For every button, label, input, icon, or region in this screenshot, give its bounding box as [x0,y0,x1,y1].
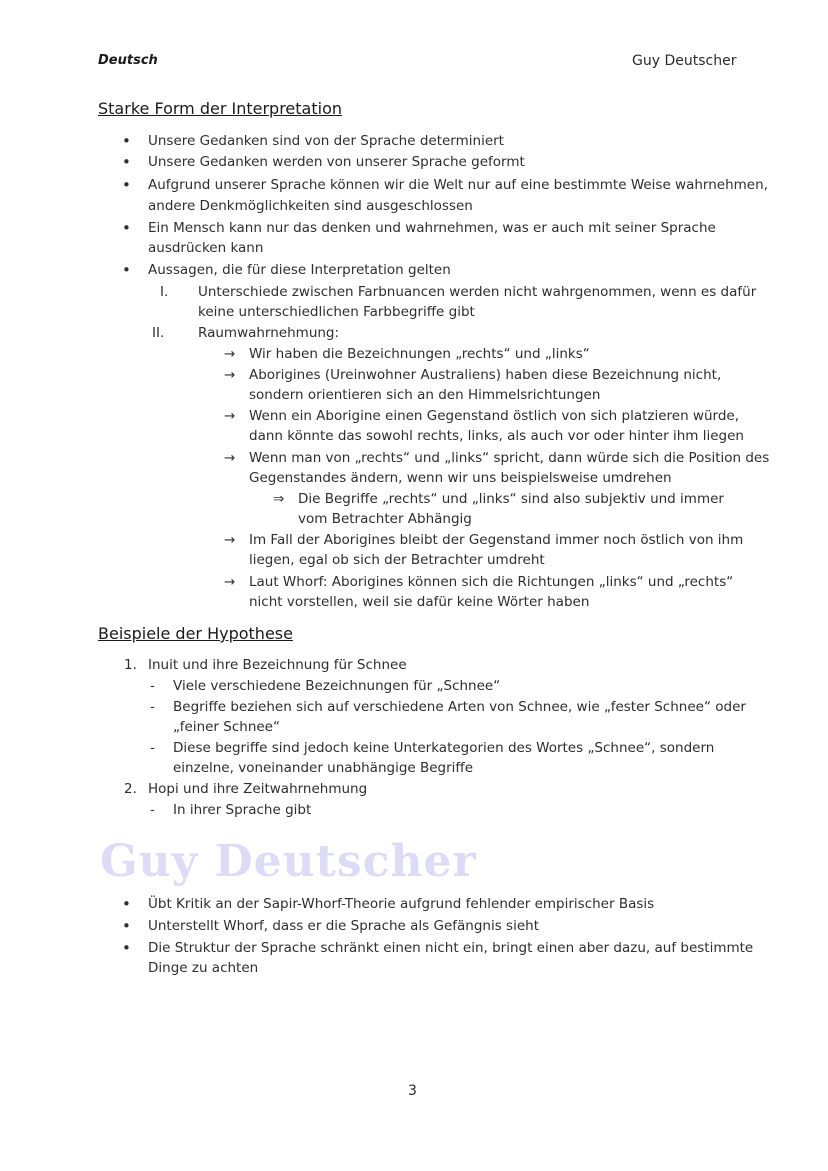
numbered-item: Inuit und ihre Bezeichnung für Schnee [148,657,407,673]
bullet-line: ausdrücken kann [148,240,264,256]
double-arrow-item-line: vom Betrachter Abhängig [298,511,472,527]
arrow-item-line: Gegenstandes ändern, wenn wir uns beispielsweise umdrehen [249,470,672,486]
roman-marker: II. [152,325,165,341]
bullet-line: andere Denkmöglichkeiten sind ausgeschlossen [148,198,473,214]
arrow-item-line: Aborigines (Ureinwohner Australiens) haben diese Bezeichnung nicht, [249,367,722,383]
roman-marker: I. [160,284,169,300]
sub-item-line: einzelne, voneinander unabhängige Begriffe [173,760,474,776]
arrow-item-line: dann könnte das sowohl rechts, links, als auch vor oder hinter ihm liegen [249,428,744,444]
bullet-line: Unterstellt Whorf, dass er die Sprache als Gefängnis sieht [148,918,539,934]
right-arrow-icon: → [224,408,236,424]
bullet-line: Aufgrund unserer Sprache können wir die Welt nur auf eine bestimmte Weise wahrnehmen, [148,177,768,193]
bullet-icon: • [122,939,131,957]
sub-item-line: „feiner Schnee“ [173,719,280,735]
bullet-line: Aussagen, die für diese Interpretation gelten [148,262,451,278]
arrow-item-line: Laut Whorf: Aborigines können sich die Richtungen „links“ und „rechts“ [249,574,734,590]
arrow-item-line: Wenn ein Aborigine einen Gegenstand östlich von sich platzieren würde, [249,408,740,424]
roman-item-line: Raumwahrnehmung: [198,325,340,341]
arrow-item-line: nicht vorstellen, weil sie dafür keine Wörter haben [249,594,590,610]
right-arrow-icon: → [224,367,236,383]
dash-icon: - [150,699,155,715]
section-title: Beispiele der Hypothese [98,624,293,643]
bullet-line: Ein Mensch kann nur das denken und wahrnehmen, was er auch mit seiner Sprache [148,220,716,236]
bullet-line: Unsere Gedanken sind von der Sprache determiniert [148,133,504,149]
arrow-item-line: Wenn man von „rechts“ und „links“ spricht, dann würde sich die Position des [249,450,770,466]
roman-item-line: keine unterschiedlichen Farbbegriffe gibt [198,304,475,320]
dash-icon: - [150,678,155,694]
number-marker: 1. [124,657,137,673]
arrow-item-line: Wir haben die Bezeichnungen „rechts“ und „links“ [249,346,590,362]
dash-icon: - [150,802,155,818]
roman-item-line: Unterschiede zwischen Farbnuancen werden nicht wahrgenommen, wenn es dafür [198,284,757,300]
right-arrow-icon: → [224,532,236,548]
bullet-icon: • [122,153,131,171]
sub-item-line: Begriffe beziehen sich auf verschiedene Arten von Schnee, wie „fester Schnee“ oder [173,699,746,715]
page-number: 3 [408,1083,417,1099]
right-arrow-icon: → [224,450,236,466]
header-subject: Deutsch [98,53,158,68]
bullet-icon: • [122,261,131,279]
bullet-icon: • [122,895,131,913]
bullet-icon: • [122,219,131,237]
double-right-arrow-icon: ⇒ [273,491,285,507]
bullet-icon: • [122,176,131,194]
bullet-line: Unsere Gedanken werden von unserer Sprache geformt [148,154,525,170]
bullet-line: Die Struktur der Sprache schränkt einen nicht ein, bringt einen aber dazu, auf bestimmte [148,940,754,956]
arrow-item-line: Im Fall der Aborigines bleibt der Gegenstand immer noch östlich von ihm [249,532,744,548]
bullet-line: Dinge zu achten [148,960,259,976]
right-arrow-icon: → [224,574,236,590]
watermark: Guy Deutscher [100,836,477,887]
header-author: Guy Deutscher [632,53,737,69]
sub-item-line: Diese begriffe sind jedoch keine Unterkategorien des Wortes „Schnee“, sondern [173,740,715,756]
bullet-line: Übt Kritik an der Sapir-Whorf-Theorie aufgrund fehlender empirischer Basis [148,896,655,912]
sub-item-line: In ihrer Sprache gibt [173,802,312,818]
sub-item-line: Viele verschiedene Bezeichnungen für „Schnee“ [173,678,501,694]
numbered-item: Hopi und ihre Zeitwahrnehmung [148,781,368,797]
arrow-item-line: sondern orientieren sich an den Himmelsrichtungen [249,387,601,403]
arrow-item-line: liegen, egal ob sich der Betrachter umdreht [249,552,545,568]
dash-icon: - [150,740,155,756]
double-arrow-item-line: Die Begriffe „rechts“ und „links“ sind also subjektiv und immer [298,491,724,507]
bullet-icon: • [122,132,131,150]
bullet-icon: • [122,917,131,935]
number-marker: 2. [124,781,137,797]
section-title: Starke Form der Interpretation [98,99,342,118]
right-arrow-icon: → [224,346,236,362]
